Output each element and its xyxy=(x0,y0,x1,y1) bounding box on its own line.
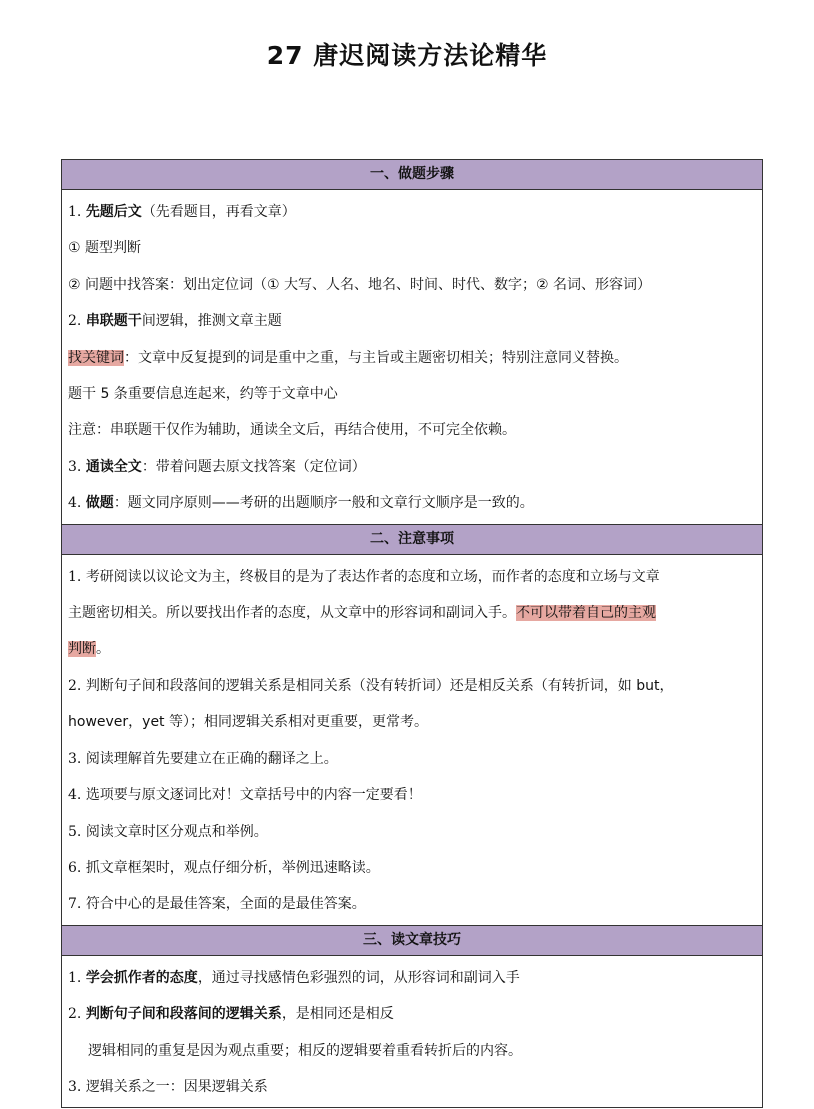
text-line xyxy=(62,230,762,266)
text-line xyxy=(62,777,762,813)
line-text: （先看题目，再看文章） xyxy=(141,204,296,220)
line-text: 。 xyxy=(96,641,110,658)
item-number: 1. xyxy=(68,969,82,986)
highlighted-text: 不可以带着自己的主观 xyxy=(516,605,656,622)
text-line xyxy=(62,449,762,485)
item-number: 1. xyxy=(68,204,82,220)
item-number: 3. xyxy=(68,458,82,475)
line-text: ① 题型判断 xyxy=(68,240,142,257)
bold-term: 通读全文 xyxy=(85,458,142,475)
line-text: 考研阅读以议论文为主，终极目的是为了表达作者的态度和立场，而作者的态度和立场与文章 xyxy=(85,568,660,585)
line-text: ：带着问题去原文找答案（定位词） xyxy=(141,458,366,475)
highlighted-text: 判断 xyxy=(68,641,96,658)
notes-table xyxy=(61,159,763,1108)
text-line xyxy=(62,303,762,339)
line-text: 选项要与原文逐词比对！文章括号中的内容一定要看！ xyxy=(85,787,422,804)
bold-term: 串联题干 xyxy=(85,313,142,330)
line-text: 阅读文章时区分观点和举例。 xyxy=(85,823,268,840)
section-header: 二、注意事项 xyxy=(62,525,762,555)
text-line xyxy=(62,1069,762,1105)
text-line xyxy=(62,668,762,704)
text-line xyxy=(62,996,762,1032)
text-line xyxy=(62,267,762,303)
item-number: 7. xyxy=(68,896,82,913)
highlighted-text: 找关键词 xyxy=(68,349,124,366)
line-text: ，是相同还是相反 xyxy=(281,1006,394,1023)
line-text: however，yet 等）；相同逻辑关系相对更重要，更常考。 xyxy=(68,714,428,731)
item-number: 2. xyxy=(68,677,82,694)
line-text: 间逻辑，推测文章主题 xyxy=(141,313,282,330)
text-line xyxy=(62,814,762,850)
bold-term: 做题 xyxy=(85,495,114,512)
section-body xyxy=(62,956,762,1109)
text-line xyxy=(62,595,762,631)
text-line xyxy=(62,376,762,412)
line-text: 逻辑相同的重复是因为观点重要；相反的逻辑要着重看转折后的内容。 xyxy=(88,1042,522,1059)
text-line xyxy=(62,704,762,740)
item-number: 5. xyxy=(68,823,82,840)
section-header: 一、做题步骤 xyxy=(62,160,762,190)
item-number: 2. xyxy=(68,1006,82,1023)
item-number: 2. xyxy=(68,313,82,330)
text-line xyxy=(62,631,762,667)
line-text: ：题文同序原则——考研的出题顺序一般和文章行文顺序是一致的。 xyxy=(113,495,534,512)
section-body xyxy=(62,555,762,926)
page-title: 27 唐迟阅读方法论精华 xyxy=(266,41,548,70)
line-text: 符合中心的是最佳答案，全面的是最佳答案。 xyxy=(85,896,366,913)
text-line xyxy=(62,850,762,886)
section-body xyxy=(62,190,762,525)
text-line xyxy=(62,340,762,376)
line-text: 题干 5 条重要信息连起来，约等于文章中心 xyxy=(68,386,338,403)
text-line xyxy=(62,559,762,595)
line-text: 抓文章框架时，观点仔细分析，举例迅速略读。 xyxy=(85,859,380,876)
section-header: 三、读文章技巧 xyxy=(62,926,762,956)
line-text: 阅读理解首先要建立在正确的翻译之上。 xyxy=(85,750,338,767)
bold-term: 学会抓作者的态度 xyxy=(85,969,198,986)
line-text: ② 问题中找答案：划出定位词（① 大写、人名、地名、时间、时代、数字；② 名词、形容词） xyxy=(68,276,652,293)
item-number: 3. xyxy=(68,1078,82,1095)
item-number: 4. xyxy=(68,787,82,804)
bold-term: 先题后文 xyxy=(85,204,142,220)
line-text: 逻辑关系之一：因果逻辑关系 xyxy=(85,1078,268,1095)
text-line xyxy=(62,886,762,922)
text-line xyxy=(62,485,762,521)
text-line xyxy=(62,412,762,448)
text-line xyxy=(62,1033,762,1069)
bold-term: 判断句子间和段落间的逻辑关系 xyxy=(85,1006,282,1023)
line-text: 判断句子间和段落间的逻辑关系是相同关系（没有转折词）还是相反关系（有转折词，如 but， xyxy=(85,677,674,694)
item-number: 3. xyxy=(68,750,82,767)
text-line xyxy=(62,960,762,996)
item-number: 6. xyxy=(68,859,82,876)
item-number: 4. xyxy=(68,495,82,512)
line-text: ，通过寻找感情色彩强烈的词，从形容词和副词入手 xyxy=(197,969,520,986)
text-line xyxy=(62,741,762,777)
item-number: 1. xyxy=(68,568,82,585)
line-text: ：文章中反复提到的词是重中之重，与主旨或主题密切相关；特别注意同义替换。 xyxy=(124,349,628,366)
text-line xyxy=(62,194,762,230)
line-text: 主题密切相关。所以要找出作者的态度，从文章中的形容词和副词入手。 xyxy=(68,605,516,622)
line-text: 注意：串联题干仅作为辅助，通读全文后，再结合使用，不可完全依赖。 xyxy=(68,422,516,439)
